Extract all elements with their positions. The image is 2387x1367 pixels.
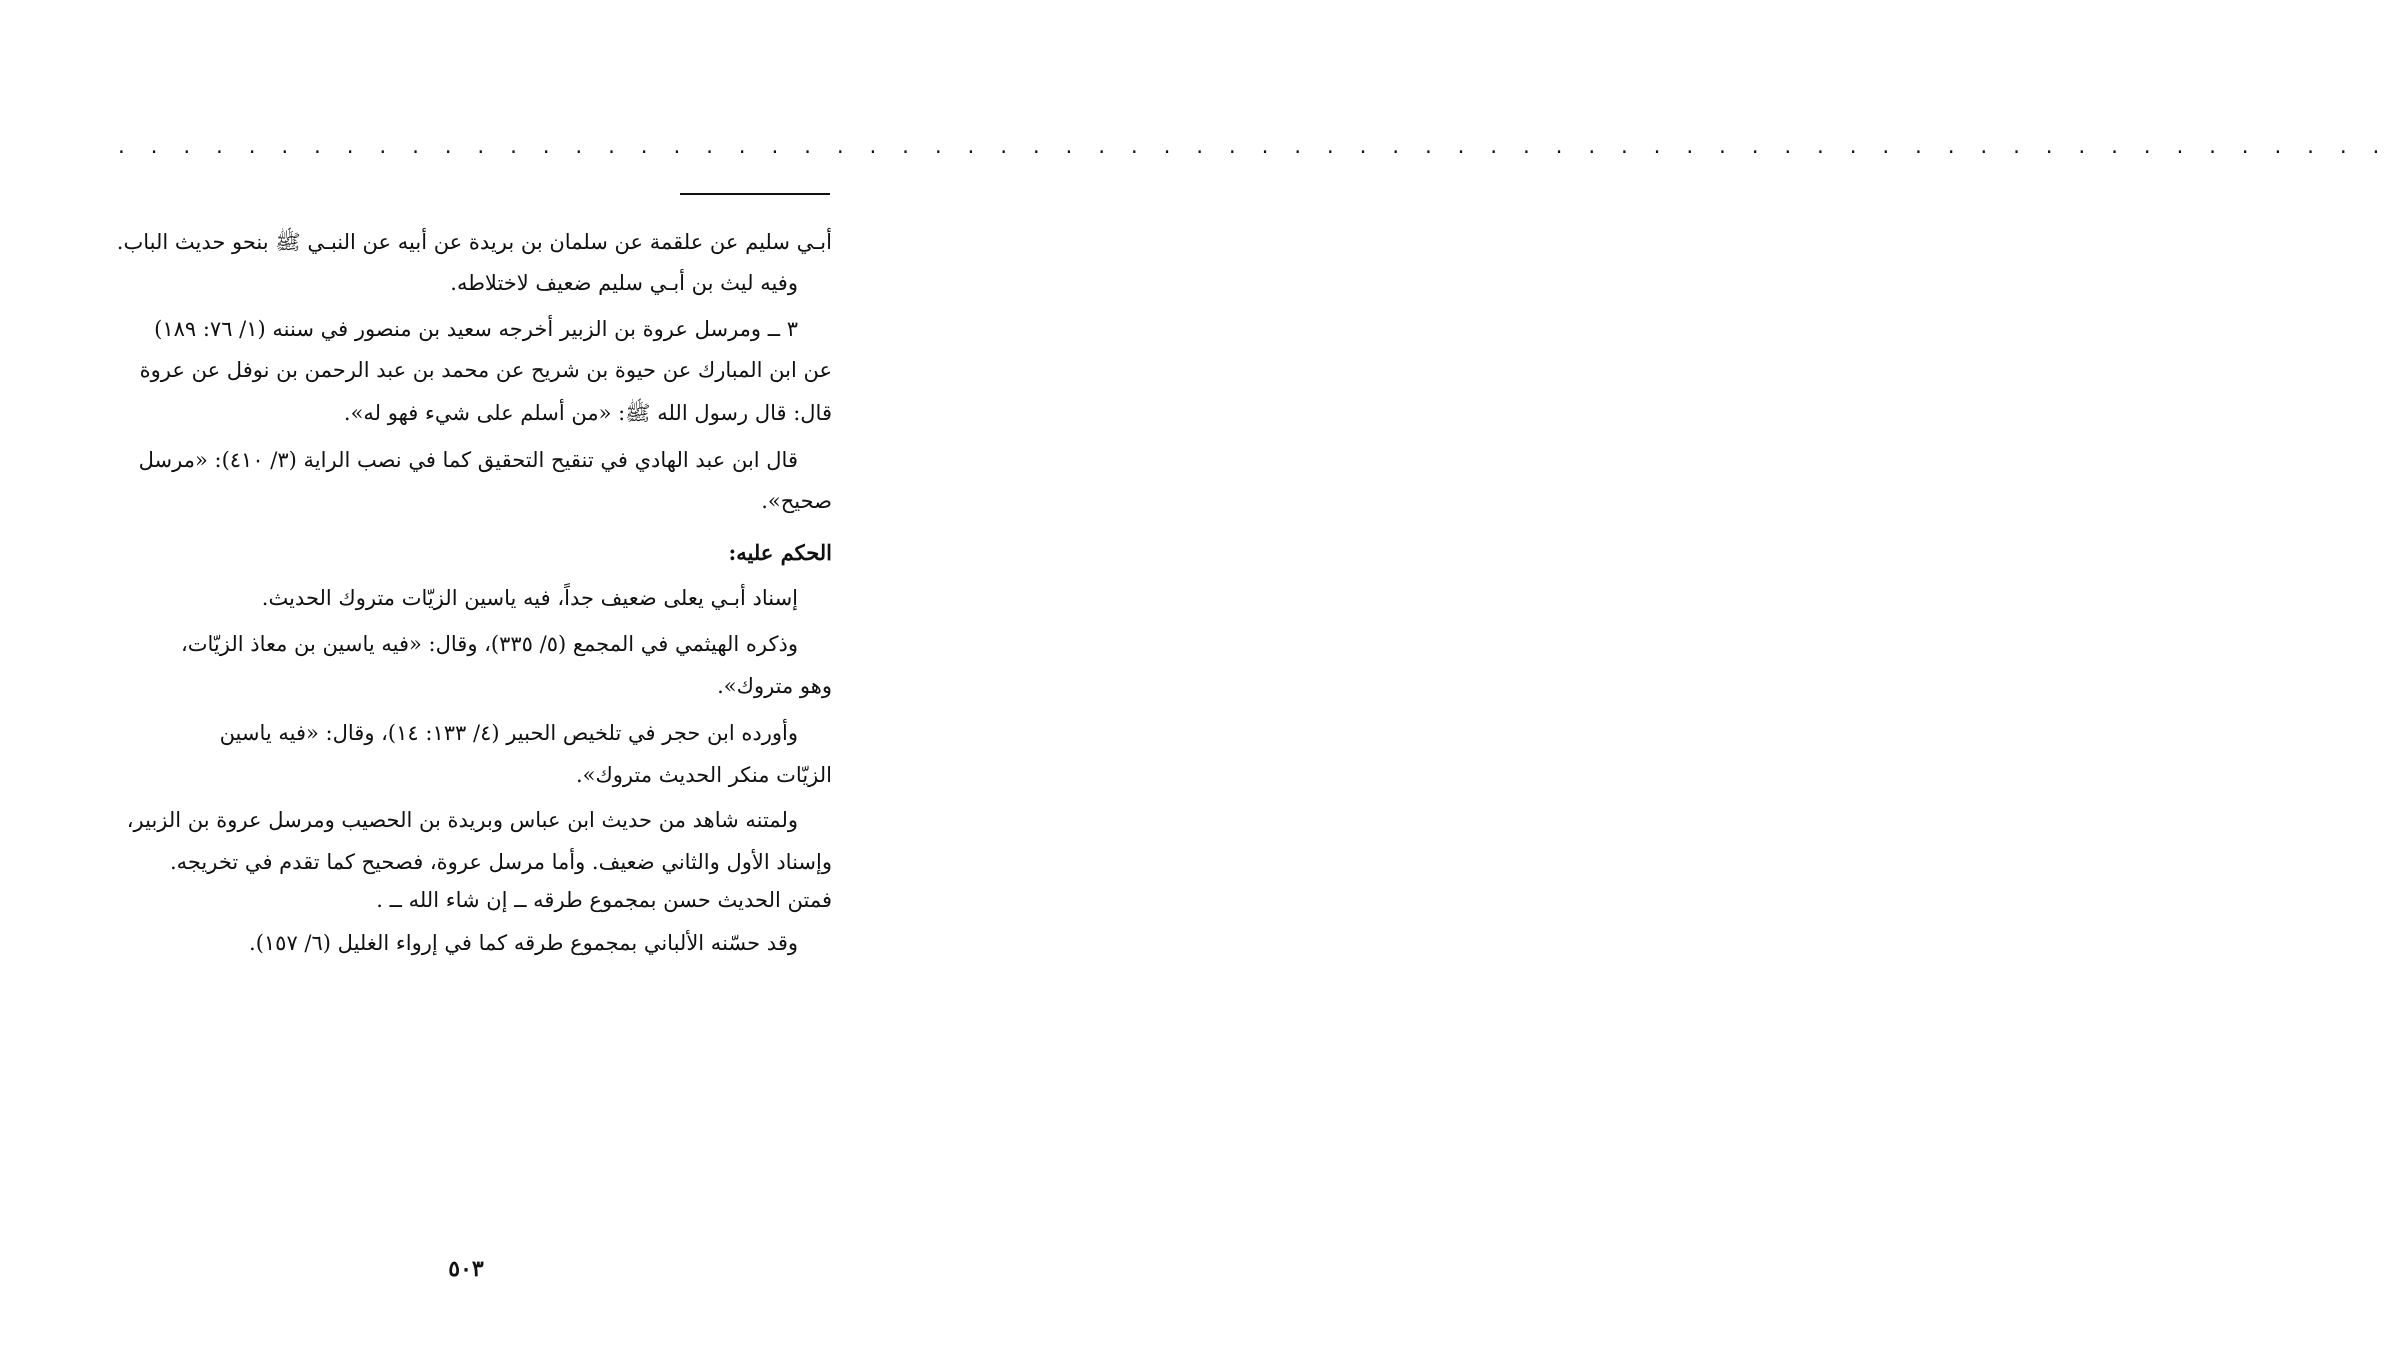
verdict-line: ولمتنه شاهد من حديث ابن عباس وبريدة بن الحصيب ومرسل عروة بن الزبير، — [126, 808, 798, 832]
verdict-line: وأورده ابن حجر في تلخيص الحبير (٤/ ١٣٣: ١٤)، وقال: «فيه ياسين — [219, 721, 798, 745]
footnote-line: قال ابن عبد الهادي في تنقيح التحقيق كما في نصب الراية (٣/ ٤١٠): «مرسل — [138, 448, 798, 472]
page-number: ٥٠٣ — [448, 1256, 484, 1282]
section-heading: الحكم عليه: — [728, 540, 832, 565]
footnote-line: قال: قال رسول الله ﷺ: «من أسلم على شيء فهو له». — [343, 401, 832, 425]
footnote-line: عن ابن المبارك عن حيوة بن شريح عن محمد بن عبد الرحمن بن نوفل عن عروة — [139, 358, 832, 382]
footnote-separator — [680, 193, 830, 195]
footnote-line: صحيح». — [761, 489, 832, 513]
footnote-line: أبـي سليم عن علقمة عن سلمان بن بريدة عن أبيه عن النبـي ﷺ بنحو حديث الباب. — [116, 230, 832, 254]
verdict-line: فمتن الحديث حسن بمجموع طرقه ــ إن شاء الله ــ . — [376, 888, 832, 912]
verdict-line: وقد حسّنه الألباني بمجموع طرقه كما في إرواء الغليل (٦/ ١٥٧). — [249, 931, 798, 955]
footnote-line: وفيه ليث بن أبـي سليم ضعيف لاختلاطه. — [450, 271, 798, 295]
footnote-line: ٣ ــ ومرسل عروة بن الزبير أخرجه سعيد بن منصور في سننه (١/ ٧٦: ١٨٩) — [154, 317, 798, 341]
dotted-separator: . . . . . . . . . . . . . . . . . . . . . . . . . . . . . . . . . . . . . . . . . . . . . . . . . . . . . . . . . . . . . . . . . . . . . . — [116, 137, 2387, 158]
verdict-section — [108, 533, 832, 973]
verdict-line: الزيّات منكر الحديث متروك». — [575, 763, 832, 787]
verdict-line: إسناد أبـي يعلى ضعيف جداً، فيه ياسين الزيّات متروك الحديث. — [261, 586, 798, 610]
verdict-line: وإسناد الأول والثاني ضعيف. وأما مرسل عروة، فصحيح كما تقدم في تخريجه. — [169, 850, 832, 874]
verdict-line: وذكره الهيثمي في المجمع (٥/ ٣٣٥)، وقال: «فيه ياسين بن معاذ الزيّات، — [180, 632, 798, 656]
verdict-line: وهو متروك». — [717, 674, 832, 698]
footnote-block — [108, 222, 832, 522]
